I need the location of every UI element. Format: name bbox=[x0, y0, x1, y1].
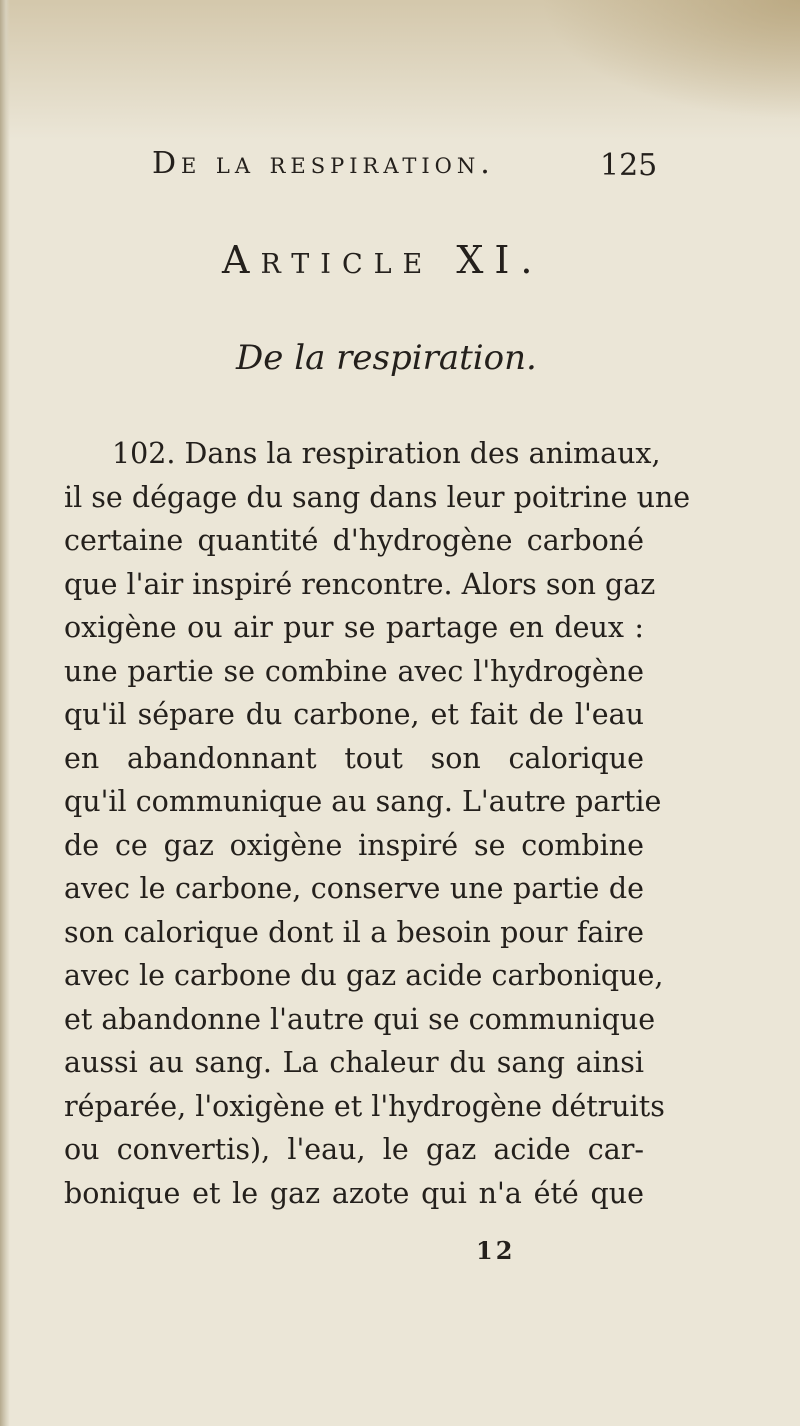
page-number: 125 bbox=[600, 148, 658, 183]
section-heading: De la respiration. bbox=[236, 338, 537, 378]
page-spine-edge bbox=[0, 0, 10, 1426]
body-line: que l'air inspiré rencontre. Alors son gaz bbox=[64, 567, 656, 601]
body-paragraph bbox=[64, 432, 691, 1215]
body-line: son calorique dont il a besoin pour faire bbox=[64, 915, 644, 949]
body-line: une partie se combine avec l'hydrogène bbox=[64, 654, 644, 688]
body-line: et abandonne l'autre qui se communique bbox=[64, 1002, 656, 1036]
body-line: en abandonnant tout son calorique bbox=[64, 741, 644, 775]
signature-mark: 12 bbox=[476, 1236, 516, 1265]
body-line: ou convertis), l'eau, le gaz acide car- bbox=[64, 1133, 644, 1166]
page-stain-corner bbox=[540, 0, 800, 120]
body-line: qu'il communique au sang. L'autre partie bbox=[64, 785, 662, 818]
article-heading: Article XI. bbox=[222, 238, 544, 282]
body-line: aussi au sang. La chaleur du sang ainsi bbox=[64, 1046, 644, 1079]
running-header-title: De la respiration. bbox=[152, 146, 495, 181]
body-line: bonique et le gaz azote qui n'a été que bbox=[64, 1176, 644, 1210]
body-line: avec le carbone du gaz acide carbonique, bbox=[64, 959, 664, 992]
body-line: réparée, l'oxigène et l'hydrogène détruits bbox=[64, 1089, 665, 1123]
body-line: certaine quantité d'hydrogène carboné bbox=[64, 524, 644, 557]
body-line: 102. Dans la respiration des animaux, bbox=[112, 437, 661, 470]
body-line: de ce gaz oxigène inspiré se combine bbox=[64, 828, 644, 862]
body-line: il se dégage du sang dans leur poitrine une bbox=[64, 480, 691, 514]
body-line: oxigène ou air pur se partage en deux : bbox=[64, 611, 644, 644]
body-line: qu'il sépare du carbone, et fait de l'eau bbox=[64, 698, 644, 731]
body-line: avec le carbone, conserve une partie de bbox=[64, 872, 644, 905]
